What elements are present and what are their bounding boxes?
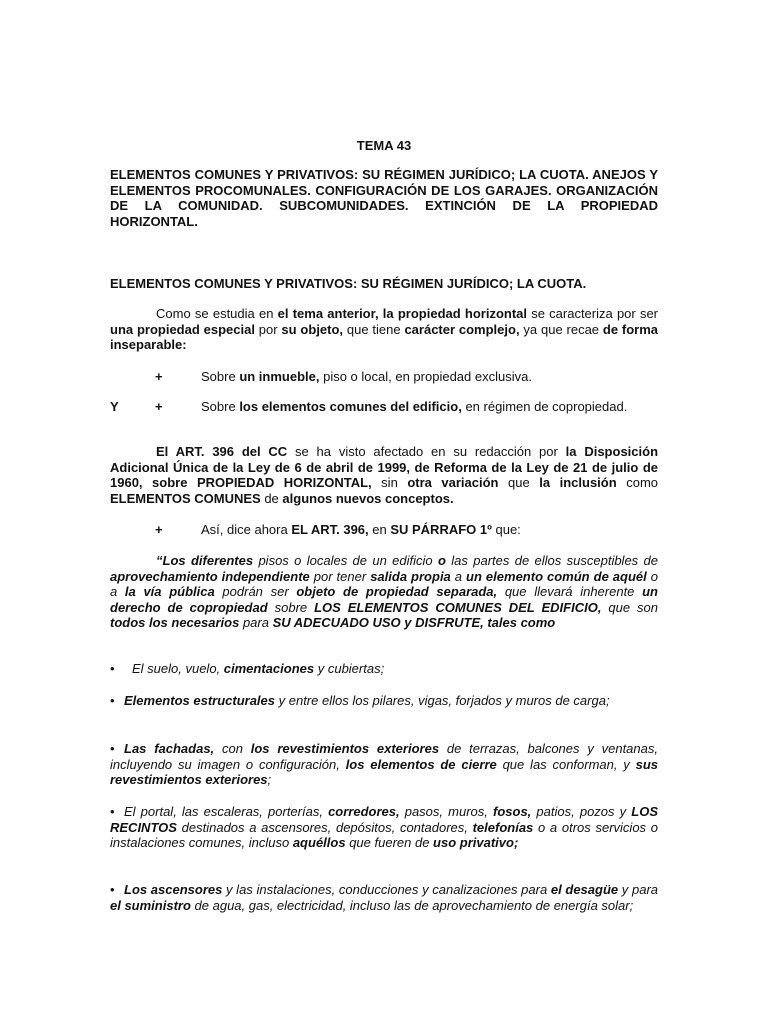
list-item-text: Sobre un inmueble, piso o local, en propiedad exclusiva.	[201, 369, 532, 384]
plus-bullet: +	[155, 399, 163, 414]
bullet-icon: •	[110, 741, 115, 756]
intro-paragraph: Como se estudia en el tema anterior, la propiedad horizontal se caracteriza por ser una propiedad especial por su objeto, que tiene carácter complejo, ya que recae de forma inseparable:	[110, 306, 659, 353]
bullet-icon: •	[110, 882, 115, 897]
document-title: TEMA 43	[356, 138, 412, 153]
list-item: • Las fachadas, con los revestimientos exteriores de terrazas, balcones y ventanas, incluyendo su imagen o configuración, los elementos de cierre que las conforman, y sus revestimientos exteriores;	[110, 741, 658, 788]
list-item: • Elementos estructurales y entre ellos los pilares, vigas, forjados y muros de carga;	[110, 693, 610, 708]
plus-bullet: +	[155, 522, 163, 537]
list-item-text: Así, dice ahora EL ART. 396, en SU PÁRRAFO 1º que:	[201, 522, 521, 537]
article-paragraph: El ART. 396 del CC se ha visto afectado en su redacción por la Disposición Adicional Única de la Ley de 6 de abril de 1999, de Reforma de la Ley de 21 de julio de 1960, sobre PROPIEDAD HORIZONTAL, sin otra variación que la inclusión como ELEMENTOS COMUNES de algunos nuevos conceptos.	[110, 444, 659, 506]
list-item: • El suelo, vuelo, cimentaciones y cubiertas;	[110, 661, 385, 676]
list-item-text: Sobre los elementos comunes del edificio, en régimen de copropiedad.	[201, 399, 628, 414]
bullet-icon: •	[110, 804, 115, 819]
quoted-article-text: “Los diferentes pisos o locales de un edificio o las partes de ellos susceptibles de aprovechamiento independiente por tener salida propia a un elemento común de aquél o a la vía pública podrán ser objeto de propiedad separada, que llevará inherente un derecho de copropiedad sobre LOS ELEMENTOS COMUNES DEL EDIFICIO, que son todos los necesarios para SU ADECUADO USO y DISFRUTE, tales como	[110, 553, 658, 631]
bullet-icon: •	[110, 661, 115, 676]
list-item: • Los ascensores y las instalaciones, conducciones y canalizaciones para el desagüe y para el suministro de agua, gas, electricidad, incluso las de aprovechamiento de energía solar;	[110, 882, 658, 913]
topic-heading: ELEMENTOS COMUNES Y PRIVATIVOS: SU RÉGIMEN JURÍDICO; LA CUOTA. ANEJOS Y ELEMENTOS PROCOMUNALES. CONFIGURACIÓN DE LOS GARAJES. ORGANIZACIÓN DE LA COMUNIDAD. SUBCOMUNIDADES. EXTINCIÓN DE LA PROPIEDAD HORIZONTAL.	[110, 167, 658, 229]
list-item: • El portal, las escaleras, porterías, corredores, pasos, muros, fosos, patios, pozos y LOS RECINTOS destinados a ascensores, depósitos, contadores, telefonías o a otros servicios o instalaciones comunes, incluso aquéllos que fueren de uso privativo;	[110, 804, 658, 851]
plus-bullet: +	[155, 369, 163, 384]
section-heading: ELEMENTOS COMUNES Y PRIVATIVOS: SU RÉGIMEN JURÍDICO; LA CUOTA.	[110, 276, 587, 291]
bullet-icon: •	[110, 693, 115, 708]
